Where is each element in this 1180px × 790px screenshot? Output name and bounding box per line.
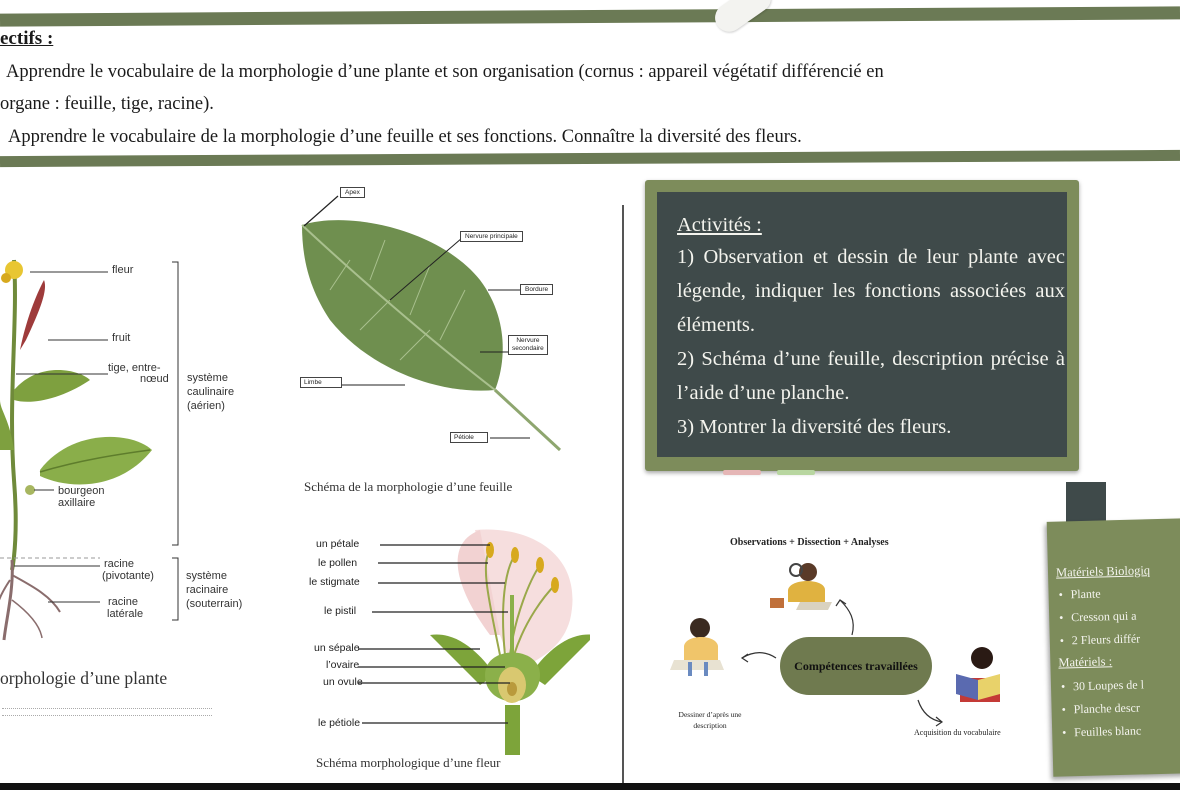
objectives-title: ectifs :	[0, 28, 54, 49]
flower-label-petale: un pétale	[316, 538, 360, 550]
flower-caption: Schéma morphologique d’une fleur	[316, 755, 501, 770]
activity-item-1: 1) Observation et dessin de leur plante avec légende, indiquer les fonctions associées aux éléments.	[677, 246, 1065, 336]
bio-materials-title: Matériels Biologiq	[1055, 563, 1151, 580]
label-bourgeon: bourgeon	[58, 485, 105, 497]
objective-line-1: Apprendre le vocabulaire de la morphologie d’une plante et son organisation (cornus : appareil végétatif différencié en	[6, 62, 884, 82]
chalk-pink	[723, 470, 761, 475]
skills-right-label: Acquisition du vocabulaire	[914, 728, 1001, 737]
label-axillaire: axillaire	[58, 497, 96, 509]
materials-note	[1047, 518, 1180, 777]
skills-left-label	[660, 709, 760, 731]
label-nervure-secondaire-1: Nervure	[516, 337, 540, 344]
skills-center-label: Compétences travaillées	[794, 658, 918, 673]
material-1: • 30 Loupes de l	[1073, 677, 1144, 694]
bottom-edge	[0, 783, 1180, 790]
activity-item-2: 2) Schéma d’une feuille, description précise à l’aide d’une planche.	[677, 348, 1065, 404]
label-tige: tige, entre-	[108, 362, 161, 374]
label-systeme-caulinaire-3: (aérien)	[187, 400, 225, 412]
label-systeme-caulinaire-2: caulinaire	[187, 386, 235, 398]
skills-left-line-2: description	[693, 721, 727, 730]
label-nervure-secondaire-2: secondaire	[512, 345, 544, 352]
label-apex: Apex	[340, 187, 365, 198]
label-systeme-racinaire-1: système	[186, 570, 227, 582]
flower-label-pollen: le pollen	[318, 557, 358, 569]
label-fleur: fleur	[112, 264, 134, 276]
bio-material-1: • Plante	[1070, 586, 1100, 602]
objective-line-2: organe : feuille, tige, racine).	[0, 94, 214, 114]
plant-caption: orphologie d’une plante	[0, 668, 168, 688]
label-systeme-caulinaire-1: système	[187, 372, 228, 384]
flower-label-pistil: le pistil	[324, 605, 357, 617]
section-divider	[622, 205, 624, 785]
label-systeme-racinaire-3: (souterrain)	[186, 598, 243, 610]
activities-board	[645, 180, 1079, 471]
flower-label-petiole: le pétiole	[318, 717, 361, 729]
label-noeud: nœud	[140, 373, 169, 385]
plant-credit-line	[2, 708, 212, 716]
bio-material-2: • Cresson qui a	[1071, 609, 1137, 626]
leaf-caption: Schéma de la morphologie d’une feuille	[304, 479, 513, 494]
top-band	[0, 6, 1180, 26]
objectives-band	[0, 150, 1180, 167]
label-systeme-racinaire-2: racinaire	[186, 584, 229, 596]
label-racine-laterale-1: racine	[108, 596, 138, 608]
label-fruit: fruit	[112, 332, 131, 344]
plant-illustration	[0, 240, 300, 660]
materials-title: Matériels :	[1058, 654, 1113, 670]
flower-label-ovaire: l’ovaire	[326, 659, 360, 671]
bio-material-3: • 2 Fleurs différ	[1072, 631, 1141, 648]
board-slate	[657, 192, 1067, 457]
material-2: • Planche descr	[1073, 701, 1140, 718]
flower-label-sepale: un sépale	[314, 642, 360, 654]
activity-item-3: 3) Montrer la diversité des fleurs.	[677, 416, 952, 438]
leaf-illustration	[290, 180, 590, 480]
skills-header: Observations + Dissection + Analyses	[730, 537, 889, 548]
skills-left-line-1: Dessiner d’après une	[678, 710, 742, 719]
flower-label-stigmate: le stigmate	[309, 576, 360, 588]
label-racine-pivotante-1: racine	[104, 558, 134, 570]
label-nervure-principale: Nervure principale	[460, 231, 523, 242]
label-racine-pivotante-2: (pivotante)	[102, 570, 154, 582]
label-nervure-secondaire	[508, 335, 548, 355]
objective-line-3: Apprendre le vocabulaire de la morphologie d’une feuille et ses fonctions. Connaître la diversité des fleurs.	[8, 127, 802, 147]
label-bordure: Bordure	[520, 284, 553, 295]
flower-label-ovule: un ovule	[323, 676, 363, 688]
activities-title: Activités :	[677, 214, 762, 236]
skills-center-pill	[780, 637, 932, 695]
material-3: • Feuilles blanc	[1074, 723, 1141, 740]
label-petiole: Pétiole	[450, 432, 488, 443]
label-limbe: Limbe	[300, 377, 342, 388]
label-racine-laterale-2: latérale	[107, 608, 144, 620]
chalk-green	[777, 470, 815, 475]
